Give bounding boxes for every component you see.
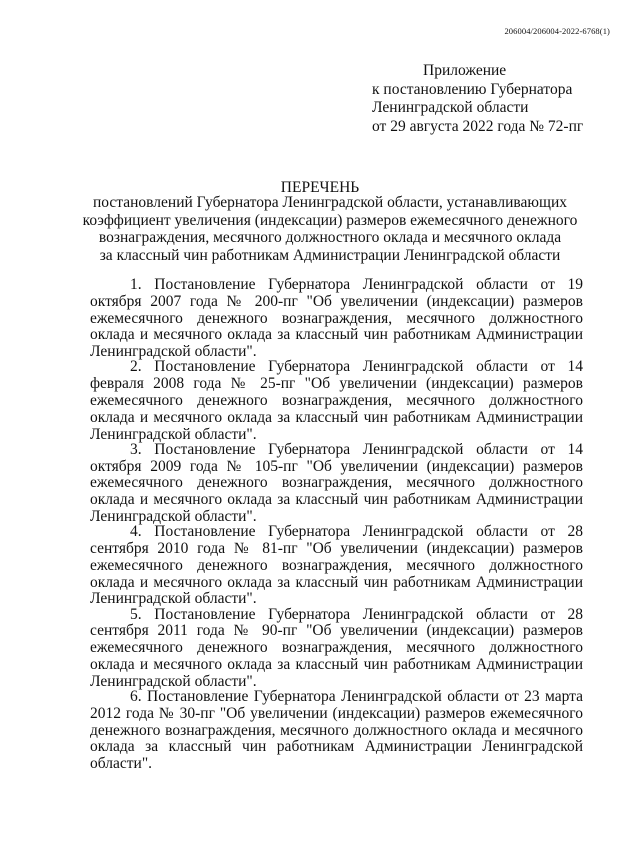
list-item: 5. Постановление Губернатора Ленинградской области от 28 сентября 2011 года № 90-пг "Об увеличении (индексации) размеров ежемесячного денежного вознаграждения, месячного должностного оклада и месячного оклада за классный чин работникам Администрации Ленинградской области". [90,605,583,690]
list-item: 6. Постановление Губернатора Ленинградской области от 23 марта 2012 года № 30-пг "Об увеличении (индексации) размеров ежемесячного денежного вознаграждения, месячного должностного оклада и месячного оклада за классный чин работникам Администрации Ленинградской области". [90,687,583,773]
subtitle-line-2: коэффициент увеличения (индексации) размеров ежемесячного денежного [82,211,578,229]
list-item: 2. Постановление Губернатора Ленинградской области от 14 февраля 2008 года № 25-пг "Об увеличении (индексации) размеров ежемесячного денежного вознаграждения, месячного должностного оклада и месячного оклада за классный чин работникам Администрации Ленинградской области". [90,358,583,443]
subtitle-line-1: постановлений Губернатора Ленинградской области, устанавливающих [92,194,567,211]
subtitle-line-4: за классный чин работникам Администрации Ленинградской области [99,246,561,264]
appendix-line-3: Ленинградской области [372,99,529,116]
appendix-line-2: к постановлению Губернатора [372,80,573,98]
document-id-stamp: 206004/206004-2022-6768(1) [504,26,610,36]
document-title: ПЕРЕЧЕНЬ [280,179,360,196]
appendix-heading: Приложение [423,62,507,79]
appendix-block [372,62,612,136]
appendix-line-4: от 29 августа 2022 года № 72-пг [372,117,584,135]
subtitle-line-3: вознаграждения, месячного должностного оклада и месячного оклада [98,229,562,247]
document-subtitle [80,194,580,264]
list-item: 1. Постановление Губернатора Ленинградской области от 19 октября 2007 года № 200-пг "Об увеличении (индексации) размеров ежемесячного денежного вознаграждения, месячного должностного оклада и месячного оклада за классный чин работникам Администрации Ленинградской области". [90,276,583,361]
list-item: 4. Постановление Губернатора Ленинградской области от 28 сентября 2010 года № 81-пг "Об увеличении (индексации) размеров ежемесячного денежного вознаграждения, месячного должностного оклада и месячного оклада за классный чин работникам Администрации Ленинградской области". [90,523,583,608]
list-item: 3. Постановление Губернатора Ленинградской области от 14 октября 2009 года № 105-пг "Об увеличении (индексации) размеров ежемесячного денежного вознаграждения, месячного должностного оклада и месячного оклада за классный чин работникам Администрации Ленинградской области". [90,440,583,525]
resolutions-list [90,277,583,771]
